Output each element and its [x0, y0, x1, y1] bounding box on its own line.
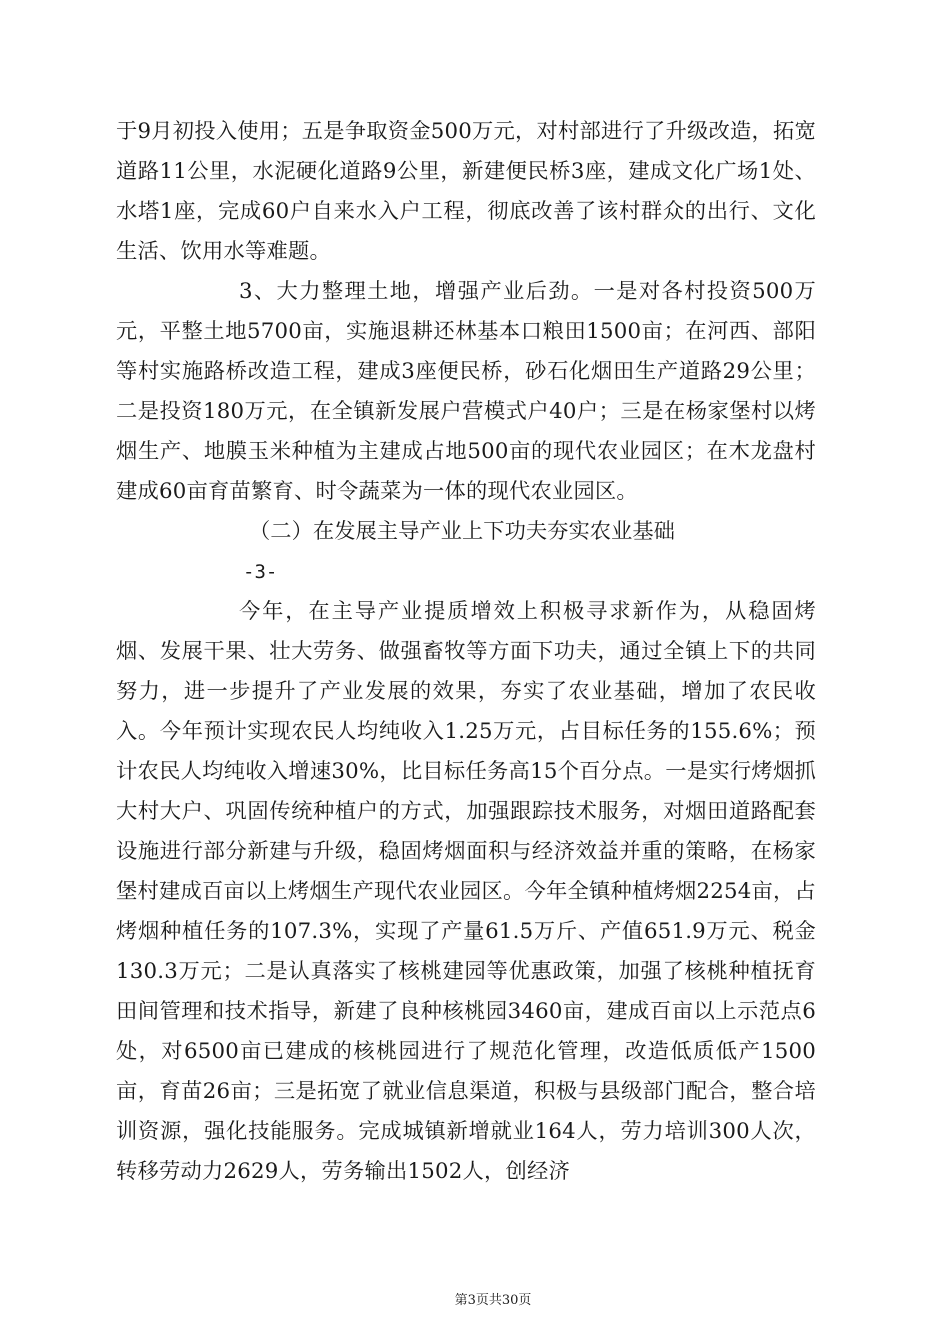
section-heading: （二）在发展主导产业上下功夫夯实农业基础 [249, 519, 675, 544]
paragraph-leading-industry: 今年，在主导产业提质增效上积极寻求新作为，从稳固烤烟、发展干果、壮大劳务、做强畜牧等方面下功夫，通过全镇上下的共同努力，进一步提升了产业发展的效果，夯实了农业基础，增加了农民收入。今年预计实现农民人均纯收入1.25万元，占目标任务的155.6%；预计农民人均纯收入增速30%，比目标任务高15个百分点。一是实行烤烟抓大村大户、巩固传统种植户的方式，加强跟踪技术服务，对烟田道路配套设施进行部分新建与升级，稳固烤烟面积与经济效益并重的策略，在杨家堡村建成百亩以上烤烟生产现代农业园区。今年全镇种植烤烟2254亩，占烤烟种植任务的107.3%，实现了产量61.5万斤、产值651.9万元、税金130.3万元；二是认真落实了核桃建园等优惠政策，加强了核桃种植抚育田间管理和技术指导，新建了良种核桃园3460亩，建成百亩以上示范点6处，对6500亩已建成的核桃园进行了规范化管理，改造低质低产1500亩，育苗26亩；三是拓宽了就业信息渠道，积极与县级部门配合，整合培训资源，强化技能服务。完成城镇新增就业164人，劳力培训300人次，转移劳动力2629人，劳务输出1502人，创经济 [116, 599, 816, 1184]
paragraph-land-consolidation: 3、大力整理土地，增强产业后劲。一是对各村投资500万元，平整土地5700亩，实施退耕还林基本口粮田1500亩；在河西、部阳等村实施路桥改造工程，建成3座便民桥，砂石化烟田生产道路29公里；二是投资180万元，在全镇新发展户营模式户40户；三是在杨家堡村以烤烟生产、地膜玉米种植为主建成占地500亩的现代农业园区；在木龙盘村建成60亩育苗繁育、时令蔬菜为一体的现代农业园区。 [116, 279, 816, 504]
paragraph-continuation: 于9月初投入使用；五是争取资金500万元，对村部进行了升级改造，拓宽道路11公里，水泥硬化道路9公里，新建便民桥3座，建成文化广场1处、水塔1座，完成60户自来水入户工程，彻底改善了该村群众的出行、文化生活、饮用水等难题。 [116, 119, 816, 264]
page-footer: 第3页共30页 [454, 1293, 532, 1308]
document-body [116, 112, 816, 1192]
inline-page-marker: -3- [243, 561, 278, 583]
